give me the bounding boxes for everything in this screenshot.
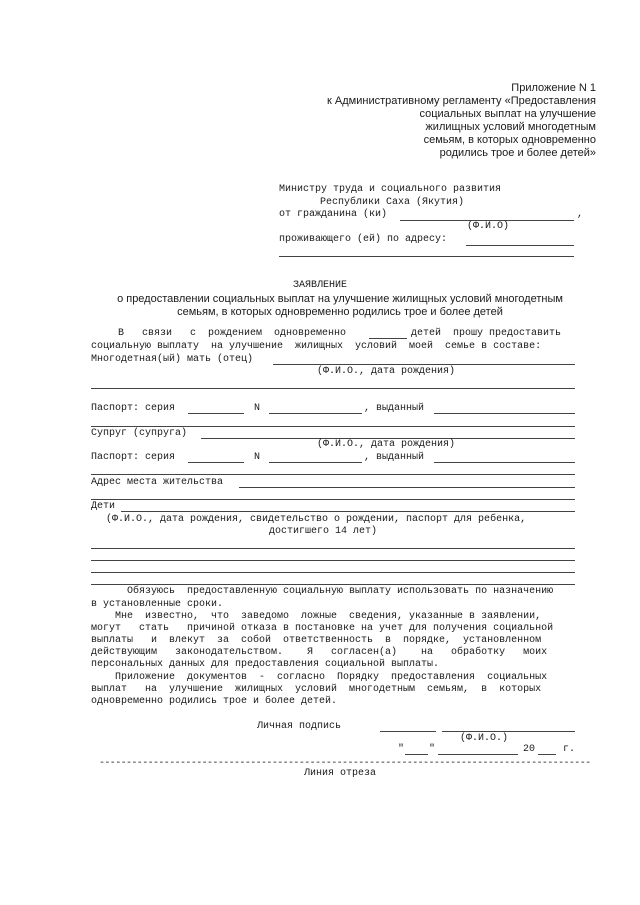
obligation-p3-line-1: Приложение документов - согласно Порядку предоставления социальных [91,672,548,683]
children-hint-2: достигшего 14 лет) [269,526,378,537]
residence-extra-field[interactable] [91,499,575,500]
document-title-line-2: семьям, в которых одновременно родились трое и более детей [177,306,503,318]
signature-fio-hint: (Ф.И.О.) [460,733,509,744]
residence-field[interactable] [239,487,575,488]
passport-series-field[interactable] [188,413,244,414]
children-label: Дети [91,501,116,512]
obligation-p2-line-5: персональных данных для предоставления социальной выплаты. [91,659,440,670]
date-year-prefix: 20 [523,744,536,755]
parent-extra-field[interactable] [91,388,575,389]
obligation-p2-line-2: могут стать причиной отказа в постановке на учет для получения социальной [91,623,554,634]
children-line-2[interactable] [91,560,575,561]
obligation-p2-line-1: Мне известно, что заведомо ложные сведения, указанные в заявлении, [91,611,542,622]
appendix-line-3: социальных выплат на улучшение [419,108,596,120]
spouse-passport-extra-field[interactable] [91,474,575,475]
residence-label: Адрес места жительства [91,477,224,488]
spouse-passport-label: Паспорт: серия [91,452,176,463]
date-quote-close: " [429,744,436,755]
appendix-line-1: Приложение N 1 [511,82,596,94]
spouse-hint: (Ф.И.О., дата рождения) [317,439,456,450]
parent-label: Многодетная(ый) мать (отец) [91,354,254,365]
from-fio-hint: (Ф.И.О) [467,221,510,232]
children-field[interactable] [121,511,575,512]
date-month-field[interactable] [438,754,518,755]
spouse-passport-issued-label: , выданный [364,452,425,463]
children-line-1[interactable] [91,548,575,549]
spouse-passport-series-field[interactable] [188,462,244,463]
passport-issued-label: , выданный [364,403,425,414]
document-title-line-1: о предоставлении социальных выплат на улучшение жилищных условий многодетным [117,293,563,305]
obligation-p1-line-1: Обязуюсь предоставленную социальную выплату использовать по назначению [91,586,554,597]
from-comma: , [577,209,584,220]
spouse-passport-n-label: N [254,452,261,463]
address-label: проживающего (ей) по адресу: [279,234,448,245]
passport-number-field[interactable] [269,413,362,414]
parent-hint: (Ф.И.О., дата рождения) [317,366,456,377]
address-field-1[interactable] [466,245,574,246]
signature-label: Личная подпись [257,721,342,732]
spouse-passport-issued-field[interactable] [434,462,575,463]
obligation-p1-line-2: в установленные сроки. [91,599,224,610]
obligation-p3-line-3: одновременно родились трое и более детей. [91,696,338,707]
document-title-word: ЗАЯВЛЕНИЕ [292,280,347,291]
passport-extra-field[interactable] [91,426,575,427]
appendix-line-5: семьям, в которых одновременно [423,134,596,146]
spouse-label: Супруг (супруга) [91,428,188,439]
appendix-line-4: жилищных условий многодетным [425,121,596,133]
date-quote-open: " [398,744,405,755]
children-line-4[interactable] [91,584,575,585]
addressee-line-2: Республики Саха (Якутия) [320,197,465,208]
obligation-p3-line-2: выплат на улучшение жилищных условий многодетным семьям, в которых [91,684,542,695]
children-line-3[interactable] [91,572,575,573]
obligation-p2-line-3: выплаты и влекут за собой ответственность в порядке, установленном [91,635,542,646]
passport-n-label: N [254,403,261,414]
parent-name-field[interactable] [273,364,575,365]
intro-text-a: В связи с рождением одновременно [118,328,347,339]
appendix-line-6: родились трое и более детей» [439,147,596,159]
passport-issued-field[interactable] [434,413,575,414]
intro-text-b: детей прошу предоставить [411,328,562,339]
date-year-suffix: г. [563,744,576,755]
addressee-line-1: Министру труда и социального развития [279,184,502,195]
children-count-field[interactable] [369,338,407,339]
appendix-line-2: к Административному регламенту «Предоставления [327,95,596,107]
signature-fio-field[interactable] [442,731,575,732]
cut-line-dashes: ------------------------------------------------------------------------------------------- [99,758,591,769]
date-day-field[interactable] [405,754,428,755]
date-year-field[interactable] [538,754,556,755]
intro-text-line-2: социальную выплату на улучшение жилищных условий моей семье в составе: [91,341,542,352]
spouse-passport-number-field[interactable] [269,462,362,463]
obligation-p2-line-4: действующим законодательством. Я согласен(а) на обработку моих [91,647,548,658]
cut-line-label: Линия отреза [304,768,377,779]
address-field-2[interactable] [279,256,574,257]
signature-field[interactable] [380,731,436,732]
passport-label: Паспорт: серия [91,403,176,414]
from-label: от гражданина (ки) [279,209,388,220]
children-hint-1: (Ф.И.О., дата рождения, свидетельство о рождении, паспорт для ребенка, [106,514,527,525]
